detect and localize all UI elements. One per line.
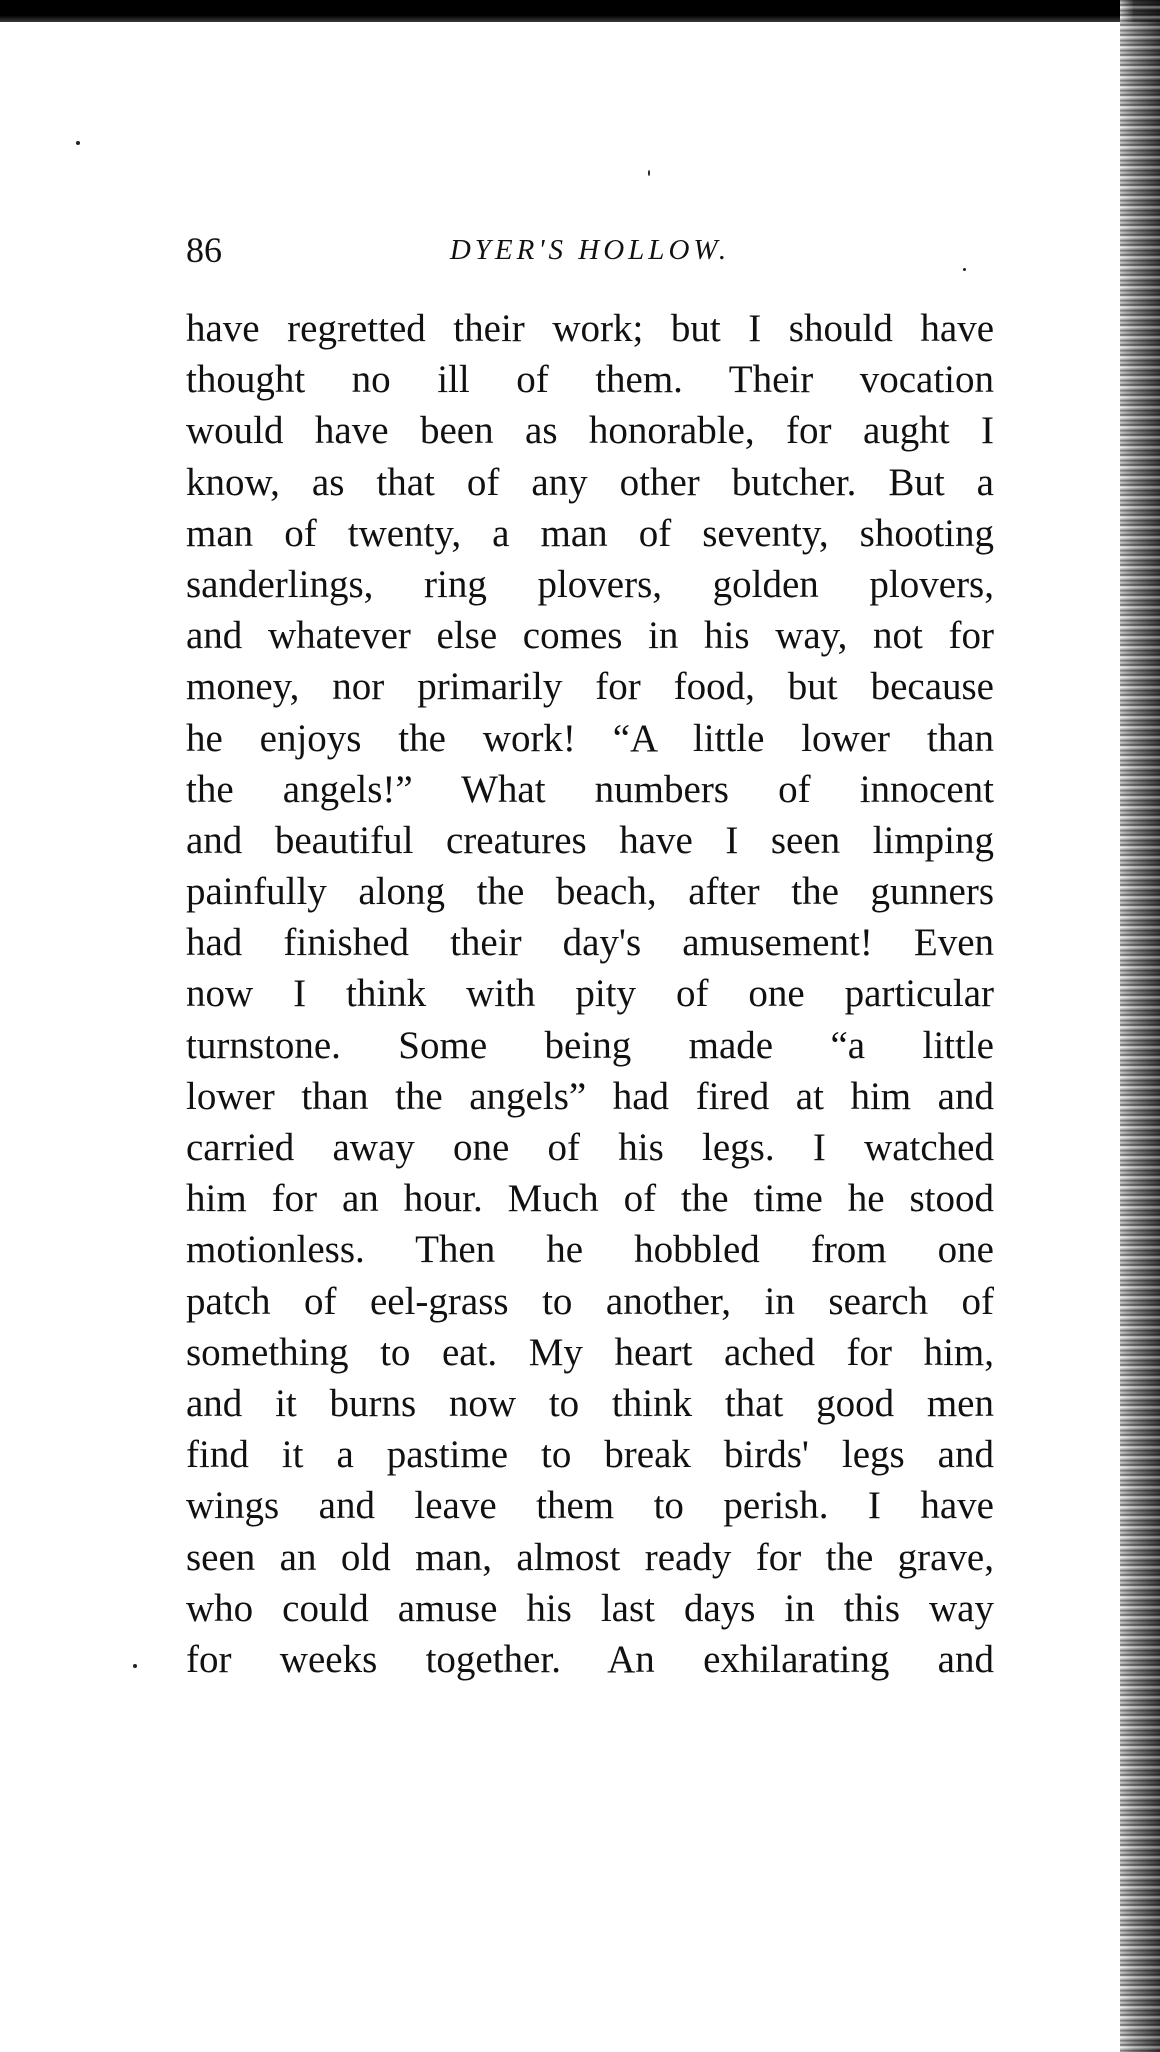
text-line: painfully along the beach, after the gunners [186,870,994,914]
scan-right-edge [1120,0,1160,2052]
text-line: something to eat. My heart ached for him, [186,1330,994,1374]
text-line: man of twenty, a man of seventy, shooting [186,511,994,555]
text-line: him for an hour. Much of the time he stood [186,1177,994,1221]
text-line: wings and leave them to perish. I have [186,1484,994,1528]
body-text [186,303,994,1685]
page-number: 86 [186,230,222,270]
text-line: he enjoys the work! “A little lower than [186,716,994,760]
text-line: and beautiful creatures have I seen limping [186,818,994,862]
running-title: DYER'S HOLLOW. [449,234,731,266]
running-head [186,225,994,275]
text-line: turnstone. Some being made “a little [186,1023,994,1067]
text-line: lower than the angels” had fired at him and [186,1074,994,1118]
text-line: now I think with pity of one particular [186,972,994,1016]
text-line: know, as that of any other butcher. But a [186,460,994,504]
text-line: had finished their day's amusement! Even [186,921,994,965]
scan-speck [133,1664,137,1668]
scan-speck [76,141,80,145]
text-line: thought no ill of them. Their vocation [186,358,994,402]
text-line: would have been as honorable, for aught I [186,409,994,453]
text-line: and whatever else comes in his way, not for [186,614,994,658]
text-line: money, nor primarily for food, but because [186,665,994,709]
text-line: and it burns now to think that good men [186,1381,994,1425]
text-line: motionless. Then he hobbled from one [186,1228,994,1272]
text-line: patch of eel-grass to another, in search of [186,1279,994,1323]
text-line: find it a pastime to break birds' legs and [186,1433,994,1477]
text-line: have regretted their work; but I should have [186,307,994,350]
text-line: for weeks together. An exhilarating and [186,1637,994,1681]
text-line: sanderlings, ring plovers, golden plovers, [186,562,994,606]
text-line: carried away one of his legs. I watched [186,1126,994,1169]
text-line: seen an old man, almost ready for the grave, [186,1535,994,1579]
book-page [186,225,994,1685]
text-line: the angels!” What numbers of innocent [186,767,994,811]
scan-speck [648,170,650,176]
scan-top-edge [0,0,1160,22]
text-line: who could amuse his last days in this way [186,1586,994,1630]
